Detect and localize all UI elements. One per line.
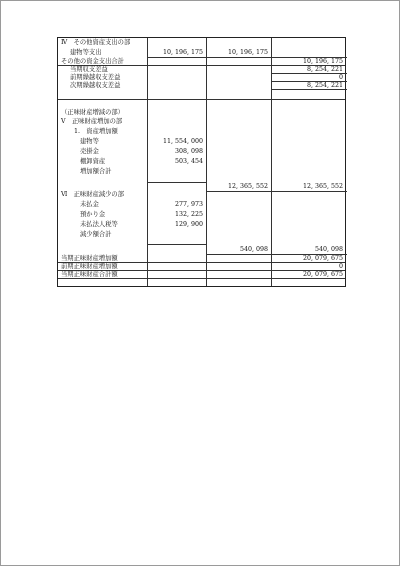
row-rule [147, 182, 206, 183]
row-rule [58, 99, 345, 100]
amount-cell: 540, 098 [239, 246, 268, 253]
amount-cell: 0 [338, 263, 343, 270]
column-divider [206, 38, 207, 286]
amount-cell: 8, 254, 221 [306, 82, 343, 89]
amount-cell: 277, 973 [174, 201, 203, 208]
column-divider [147, 38, 148, 286]
row-label: 未払法人税等 [80, 221, 118, 228]
amount-cell: 11, 554, 000 [162, 138, 203, 145]
amount-cell: 132, 225 [174, 211, 203, 218]
row-label: 前期正味財産増加額 [61, 263, 118, 270]
amount-cell: 10, 196, 175 [227, 49, 268, 56]
amount-cell: 0 [338, 74, 343, 81]
subsection-heading: 1. 資産増加額 [74, 128, 118, 135]
amount-cell: 12, 365, 552 [227, 183, 268, 190]
section-heading: Ⅴ 正味財産増加の部 [61, 118, 123, 125]
row-label: 売掛金 [80, 148, 99, 155]
amount-cell: 308, 098 [174, 148, 203, 155]
row-rule [147, 57, 206, 58]
row-rule [271, 191, 347, 192]
amount-cell: 20, 079, 675 [302, 255, 343, 262]
section-heading: （正味財産増減の部） [61, 109, 124, 116]
row-label: 前期繰越収支差益 [70, 74, 121, 81]
amount-cell: 10, 196, 175 [162, 49, 203, 56]
amount-cell: 20, 079, 675 [302, 271, 343, 278]
row-label: 建物等支出 [70, 49, 102, 56]
section-heading: Ⅵ 正味財産減少の部 [61, 191, 125, 198]
row-label: 当期正味財産合計額 [61, 271, 118, 278]
row-label: 預かり金 [80, 211, 106, 218]
amount-cell: 540, 098 [314, 246, 343, 253]
row-label: 減少額合計 [80, 231, 112, 238]
row-label: 当期正味財産増加額 [61, 255, 118, 262]
row-label: 棚卸資産 [80, 158, 106, 165]
amount-cell: 503, 454 [174, 158, 203, 165]
row-rule [206, 191, 271, 192]
row-label: 増加額合計 [80, 168, 112, 175]
amount-cell: 8, 254, 221 [306, 66, 343, 73]
row-label: その他の資金支出合計 [61, 58, 124, 65]
row-label: 次期繰越収支差益 [70, 82, 121, 89]
row-label: 建物等 [80, 138, 99, 145]
amount-cell: 129, 900 [174, 221, 203, 228]
column-divider [271, 38, 272, 286]
section-heading: Ⅳ その他資産支出の部 [61, 39, 131, 46]
row-rule [206, 57, 271, 58]
amount-cell: 10, 196, 175 [302, 58, 343, 65]
row-label: 当期収支差益 [70, 66, 108, 73]
amount-cell: 12, 365, 552 [302, 183, 343, 190]
financial-statement-table [57, 37, 346, 287]
row-rule [147, 244, 206, 245]
row-label: 未払金 [80, 201, 99, 208]
row-rule [206, 254, 271, 255]
